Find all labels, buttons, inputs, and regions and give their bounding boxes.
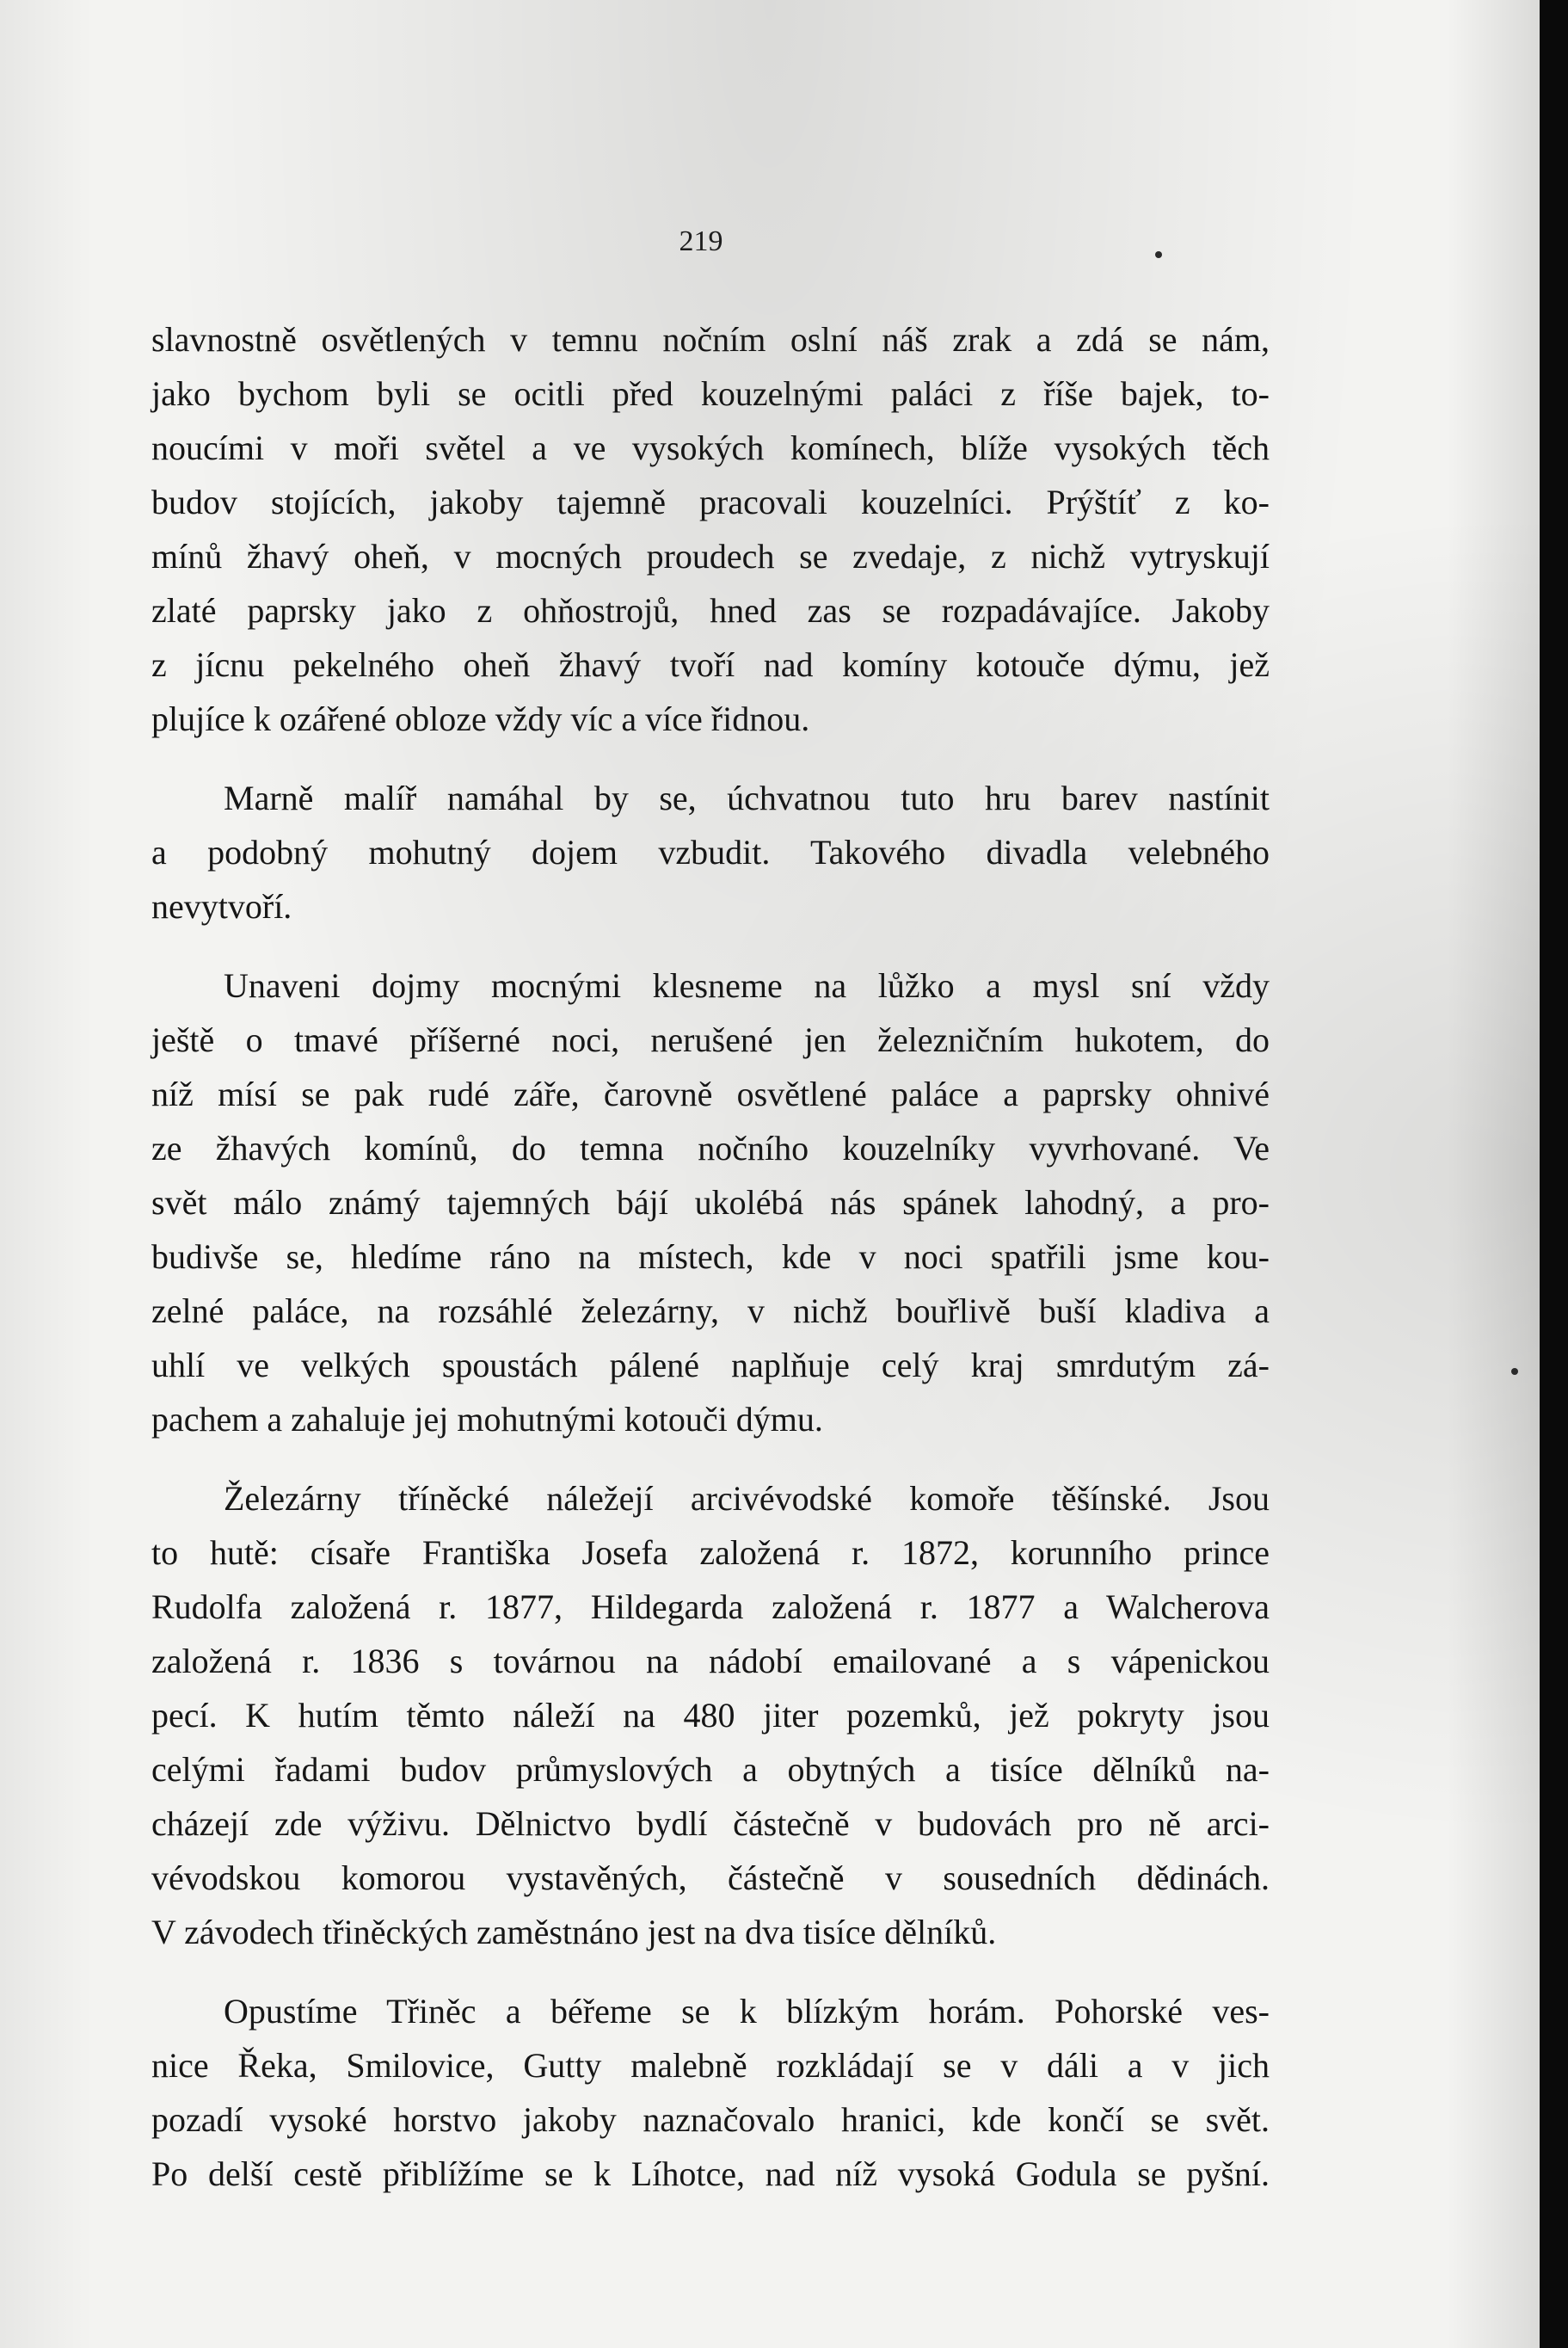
page-number: 219 (679, 225, 723, 257)
text-line: jako bychom byli se ocitli před kouzelnými paláci z říše bajek, to- (151, 374, 1270, 413)
text-line: Unaveni dojmy mocnými klesneme na lůžko a mysl sní vždy (224, 966, 1270, 1005)
text-line: V závodech třiněckých zaměstnáno jest na dva tisíce dělníků. (151, 1913, 997, 1951)
text-line: Opustíme Třiněc a béřeme se k blízkým horám. Pohorské ves- (224, 1992, 1270, 2031)
text-line: budov stojících, jakoby tajemně pracovali kouzelníci. Prýštíť z ko- (151, 483, 1270, 521)
text-line: slavnostně osvětlených v temnu nočním oslní náš zrak a zdá se nám, (151, 320, 1270, 359)
text-line: to hutě: císaře Františka Josefa založená r. 1872, korunního prince (151, 1533, 1270, 1572)
text-line: pecí. K hutím těmto náleží na 480 jiter pozemků, jež pokryty jsou (151, 1696, 1270, 1735)
paragraph-2 (151, 771, 1270, 934)
dust-speck (1511, 1368, 1518, 1375)
text-line: zelné paláce, na rozsáhlé železárny, v nichž bouřlivě buší kladiva a (151, 1291, 1270, 1330)
text-line: celými řadami budov průmyslových a obytných a tisíce dělníků na- (151, 1750, 1270, 1789)
text-line: níž mísí se pak rudé záře, čarovně osvětlené paláce a paprsky ohnivé (151, 1075, 1270, 1113)
text-line: Po delší cestě přiblížíme se k Líhotce, nad níž vysoká Godula se pyšní. (151, 2154, 1270, 2193)
text-line: zlaté paprsky jako z ohňostrojů, hned zas se rozpadávajíce. Jakoby (151, 591, 1270, 630)
scan-dark-edge (1540, 0, 1568, 2348)
text-line: mínů žhavý oheň, v mocných proudech se zvedaje, z nichž vytryskují (151, 537, 1270, 576)
text-line: svět málo známý tajemných bájí ukolébá nás spánek lahodný, a pro- (151, 1183, 1270, 1222)
text-line: budivše se, hledíme ráno na místech, kde v noci spatřili jsme kou- (151, 1237, 1270, 1276)
text-line: plujíce k ozářené obloze vždy víc a více řidnou. (151, 699, 810, 738)
text-line: vévodskou komorou vystavěných, částečně v sousedních dědinách. (151, 1858, 1270, 1897)
text-line: pozadí vysoké horstvo jakoby naznačovalo hranici, kde končí se svět. (151, 2100, 1270, 2139)
text-line: pachem a zahaluje jej mohutnými kotouči dýmu. (151, 1400, 823, 1439)
paragraph-3 (151, 958, 1270, 1446)
text-line: založená r. 1836 s továrnou na nádobí emailované a s vápenickou (151, 1642, 1270, 1680)
paragraph-5 (151, 1984, 1270, 2201)
text-line: ze žhavých komínů, do temna nočního kouzelníky vyvrhované. Ve (151, 1129, 1270, 1168)
text-line: Rudolfa založená r. 1877, Hildegarda založená r. 1877 a Walcherova (151, 1587, 1270, 1626)
text-line: nice Řeka, Smilovice, Gutty malebně rozkládají se v dáli a v jich (151, 2046, 1270, 2085)
paragraph-4 (151, 1471, 1270, 1959)
text-line: a podobný mohutný dojem vzbudit. Takového divadla velebného (151, 833, 1270, 872)
body-text (151, 312, 1270, 2226)
text-line: Železárny tříněcké náležejí arcivévodské komoře těšínské. Jsou (224, 1479, 1270, 1518)
text-line: noucími v moři světel a ve vysokých komínech, blíže vysokých těch (151, 428, 1270, 467)
text-line: Marně malíř namáhal by se, úchvatnou tuto hru barev nastínit (224, 779, 1270, 817)
text-line: nevytvoří. (151, 887, 292, 926)
dust-speck (1155, 251, 1162, 258)
paragraph-1 (151, 312, 1270, 746)
text-line: z jícnu pekelného oheň žhavý tvoří nad komíny kotouče dýmu, jež (151, 645, 1270, 684)
text-line: cházejí zde výživu. Dělnictvo bydlí částečně v budovách pro ně arci- (151, 1804, 1270, 1843)
text-line: uhlí ve velkých spoustách pálené naplňuje celý kraj smrdutým zá- (151, 1346, 1270, 1384)
text-line: ještě o tmavé příšerné noci, nerušené jen železničním hukotem, do (151, 1020, 1270, 1059)
